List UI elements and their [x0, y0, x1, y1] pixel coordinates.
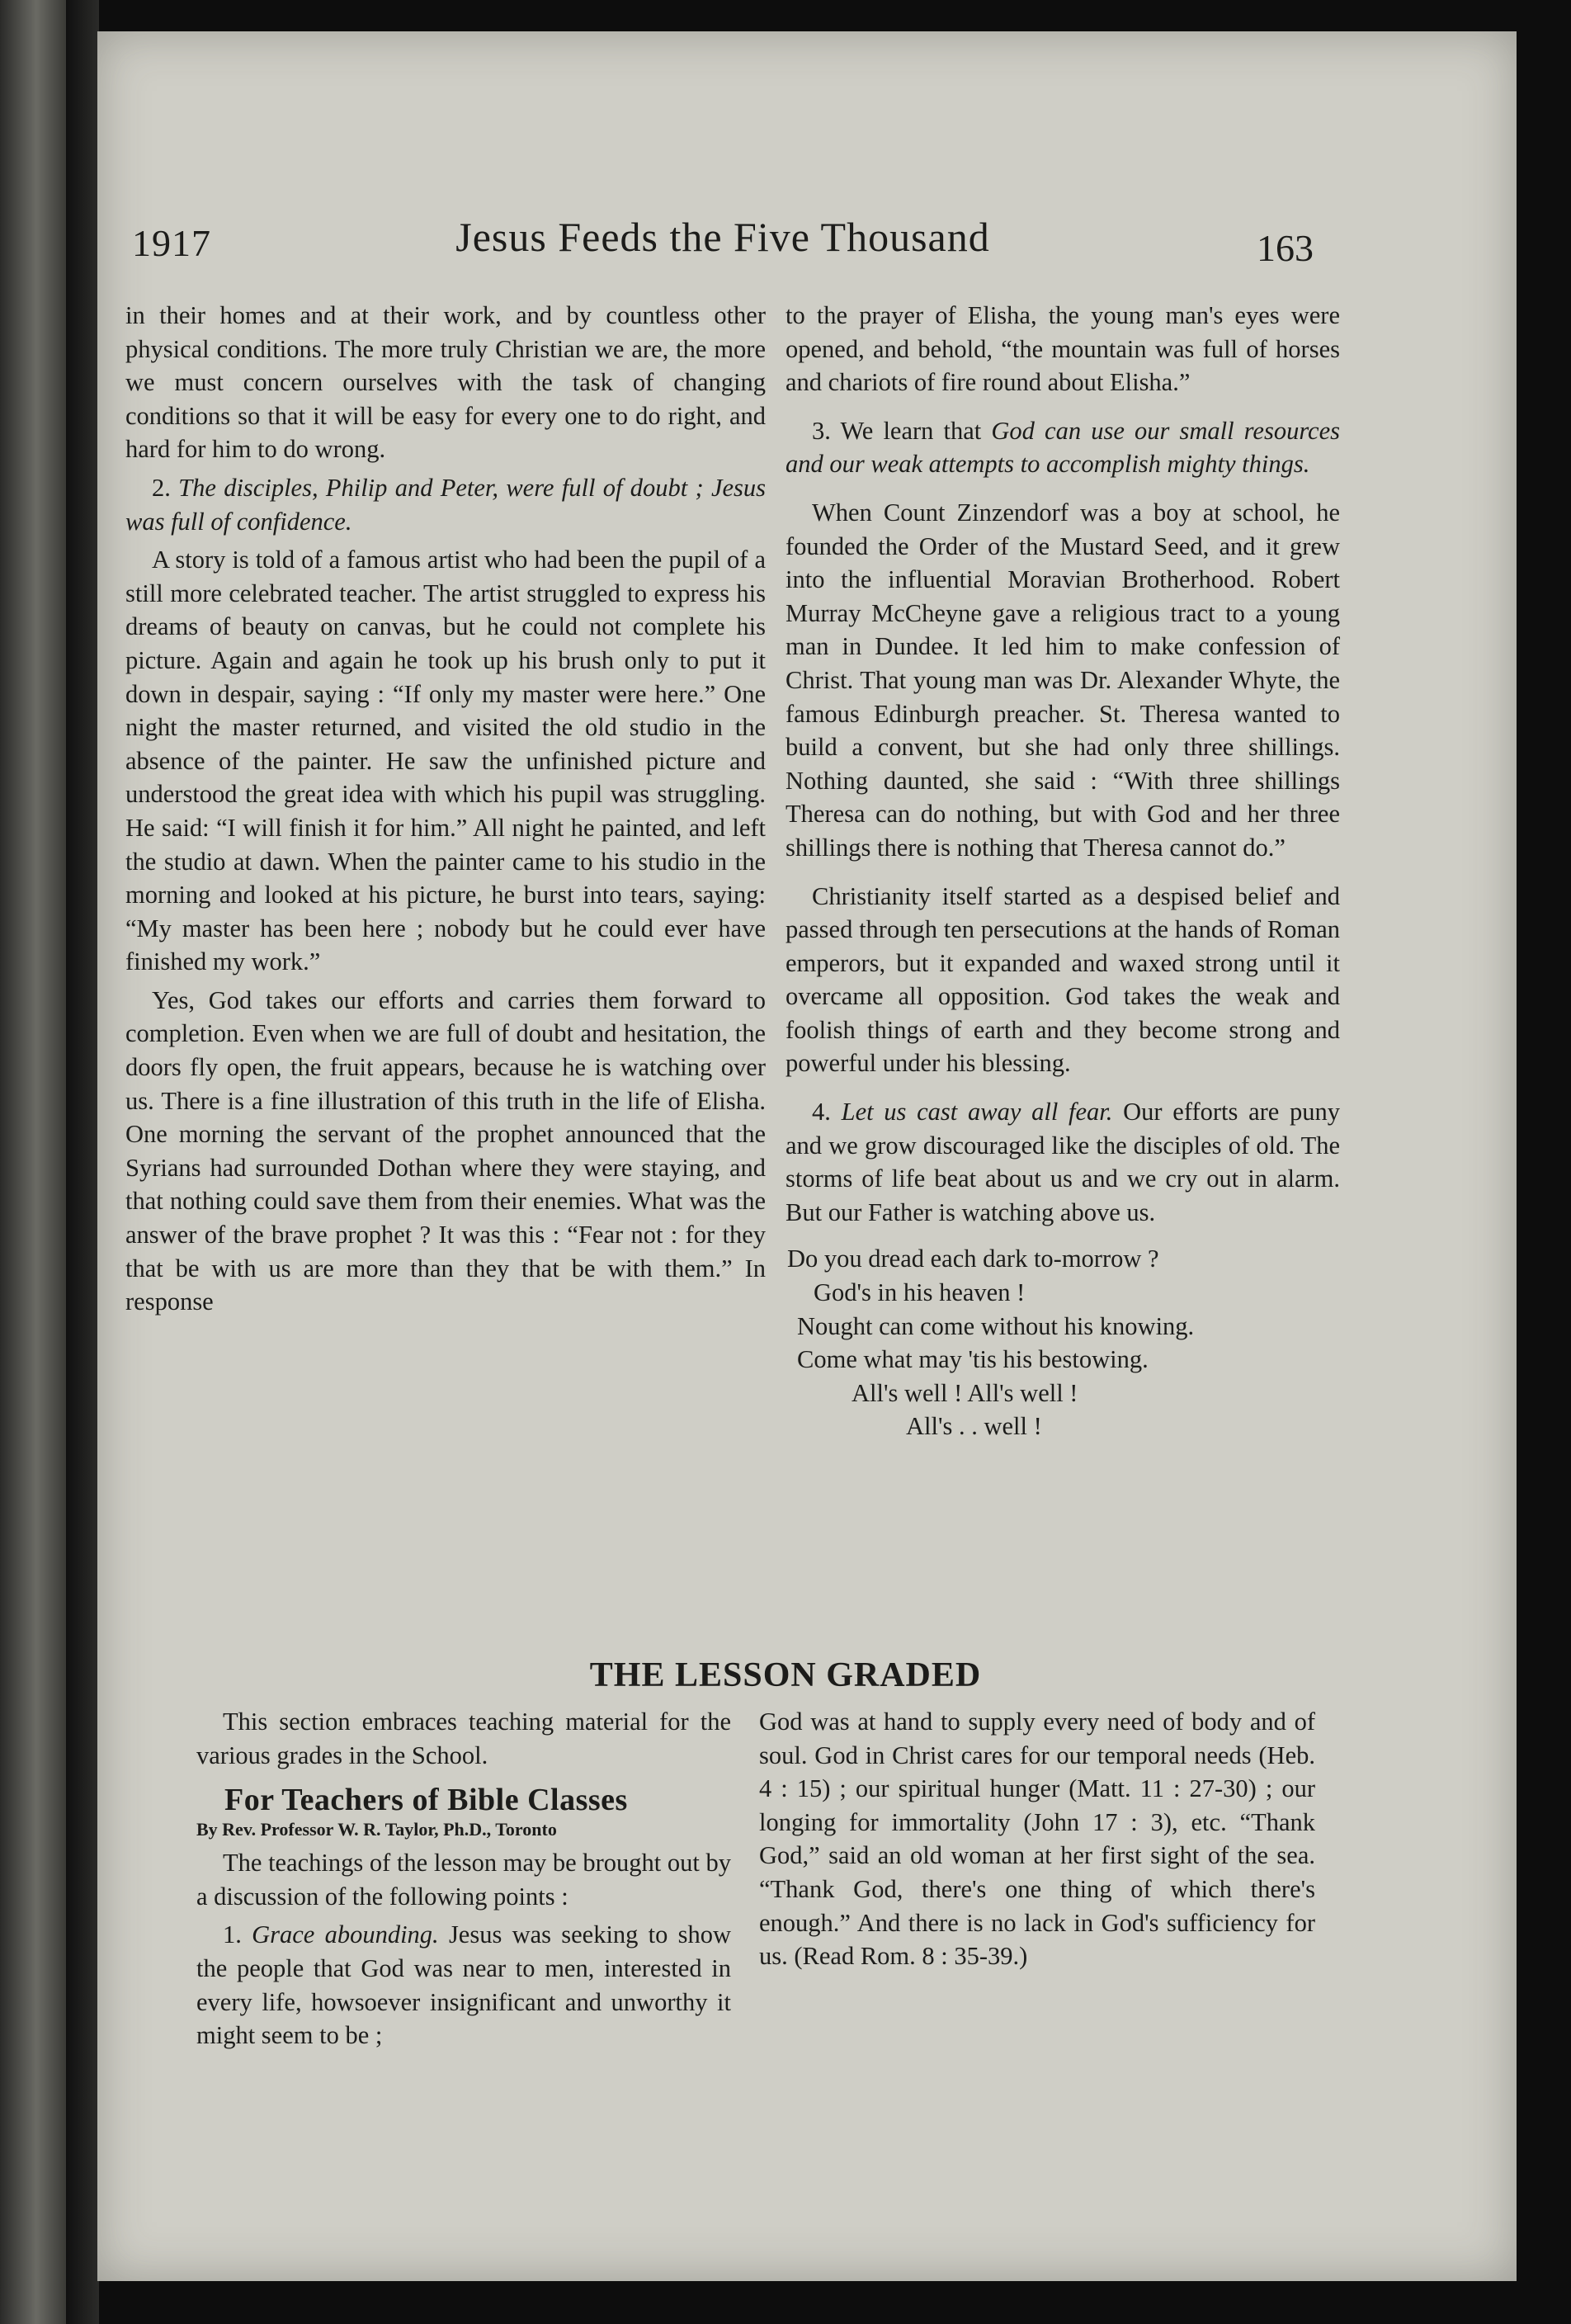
point-text: Our efforts are puny and we grow discouraged like the disciples of old. The storms of life beat about us and we cry out in alarm. But our Father is watching above us. — [786, 1098, 1341, 1226]
poem-line: Do you dread each dark to-morrow ? — [787, 1245, 1159, 1273]
paragraph: When Count Zinzendorf was a boy at school, he founded the Order of the Mustard Seed, and it grew into the influential Moravian Brotherhood. Robert Murray McCheyne gave a religious tract to a young man in Dundee. It led him to make confession of Christ. That young man was Dr. Alexander Whyte, the famous Edinburgh preacher. St. Theresa wanted to build a convent, but she had only three shillings. Nothing daunted, she said : “With three shillings Theresa can do nothing, but with God and her three shillings there is nothing that Theresa cannot do.” — [786, 498, 1340, 862]
paragraph: God was at hand to supply every need of body and of soul. God in Christ cares for our temporal needs (Heb. 4 : 15) ; our spiritual hunger (Matt. 11 : 27-30) ; our longing for immortality (John 17 : 3), etc. “Thank God,” said an old woman at her first sight of the sea. “Thank God, there's one thing of which there's enough.” And there is no lack in God's sufficiency for us. (Read Rom. 8 : 35-39.) — [759, 1708, 1315, 1971]
book-spine-shadow — [66, 0, 99, 2324]
point-paragraph — [786, 1095, 1340, 1229]
point-text: Jesus was seeking to show the people that God was near to men, interested in every life, howsoever insignificant and unworthy it might seem to be ; — [196, 1920, 732, 2050]
point-number: 2. — [152, 473, 171, 502]
point-title: God can use our small resources and our weak attempts to accomplish mighty things. — [786, 416, 1340, 479]
paragraph: in their homes and at their work, and by countless other physical conditions. The more truly Christian we are, the more we must concern ourselves with the task of changing conditions so that it will be easy for every one to do right, and hard for him to do wrong. — [125, 301, 766, 464]
paragraph: This section embraces teaching material for the various grades in the School. — [196, 1708, 731, 1769]
point-title: Grace abounding. — [252, 1920, 439, 1949]
page-title: Jesus Feeds the Five Thousand — [455, 214, 990, 260]
section-heading: THE LESSON GRADED — [589, 1656, 982, 1694]
poem-line: God's in his heaven ! — [814, 1278, 1026, 1307]
point-paragraph — [786, 414, 1340, 481]
poem-line: All's . . well ! — [906, 1412, 1042, 1441]
point-title: The disciples, Philip and Peter, were full of doubt ; Jesus was full of confidence. — [125, 473, 767, 536]
paragraph: Yes, God takes our efforts and carries them forward to completion. Even when we are full of doubt and hesitation, the doors fly open, the fruit appears, because he is watching over us. There is a fine illustration of this truth in the life of Elisha. One morning the servant of the prophet announced that the Syrians had surrounded Dothan where they were staying, and that nothing could save them from their enemies. What was the answer of the brave prophet ? It was this : “Fear not : for they that be with us are more than they that be with them.” In response — [125, 985, 766, 1316]
paragraph: to the prayer of Elisha, the young man's eyes were opened, and behold, “the mountain was full of horses and chariots of fire round about Elisha.” — [786, 301, 1340, 397]
lesson-right-column — [759, 1705, 1315, 1973]
point-number: 1. — [223, 1920, 242, 1949]
poem-line: All's well ! All's well ! — [852, 1378, 1078, 1407]
paragraph: Christianity itself started as a despised belief and passed through ten persecutions at the hands of Roman emperors, but it expanded and waxed strong until it overcame all opposition. God takes the weak and foolish things of earth and they become strong and powerful under his blessing. — [786, 881, 1340, 1078]
left-page-edge — [0, 0, 66, 2324]
poem-line: Come what may 'tis his bestowing. — [797, 1345, 1149, 1374]
page-number: 163 — [1257, 227, 1314, 269]
page-year: 1917 — [132, 222, 211, 264]
point-paragraph — [196, 1918, 731, 2052]
poem-line: Nought can come without his knowing. — [797, 1311, 1195, 1340]
paragraph: The teachings of the lesson may be brought out by a discussion of the following points : — [196, 1849, 731, 1911]
poem — [786, 1242, 1340, 1443]
page-header — [132, 196, 1314, 271]
subsection-heading: For Teachers of Bible Classes — [224, 1783, 628, 1818]
point-number: 4. — [812, 1098, 831, 1127]
right-column — [786, 299, 1340, 1443]
lesson-left-column — [196, 1705, 731, 2052]
left-column — [125, 299, 766, 1319]
point-number: 3. We learn that — [812, 416, 982, 445]
paragraph: A story is told of a famous artist who had been the pupil of a still more celebrated teacher. The artist struggled to express his dreams of beauty on canvas, but he could not complete his picture. Again and again he took up his brush only to put it down in despair, saying : “If only my master were here.” One night the master returned, and visited the old studio in the absence of the painter. He saw the unfinished picture and understood the great idea with which his pupil was struggling. He said: “I will finish it for him.” All night he painted, and left the studio at dawn. When the painter came to his studio in the morning and looked at his picture, he burst into tears, saying: “My master has been here ; nobody but he could ever have finished my work.” — [125, 546, 766, 976]
point-paragraph — [125, 471, 766, 538]
point-title: Let us cast away all fear. — [841, 1098, 1113, 1127]
byline: By Rev. Professor W. R. Taylor, Ph.D., Toronto — [196, 1819, 557, 1840]
